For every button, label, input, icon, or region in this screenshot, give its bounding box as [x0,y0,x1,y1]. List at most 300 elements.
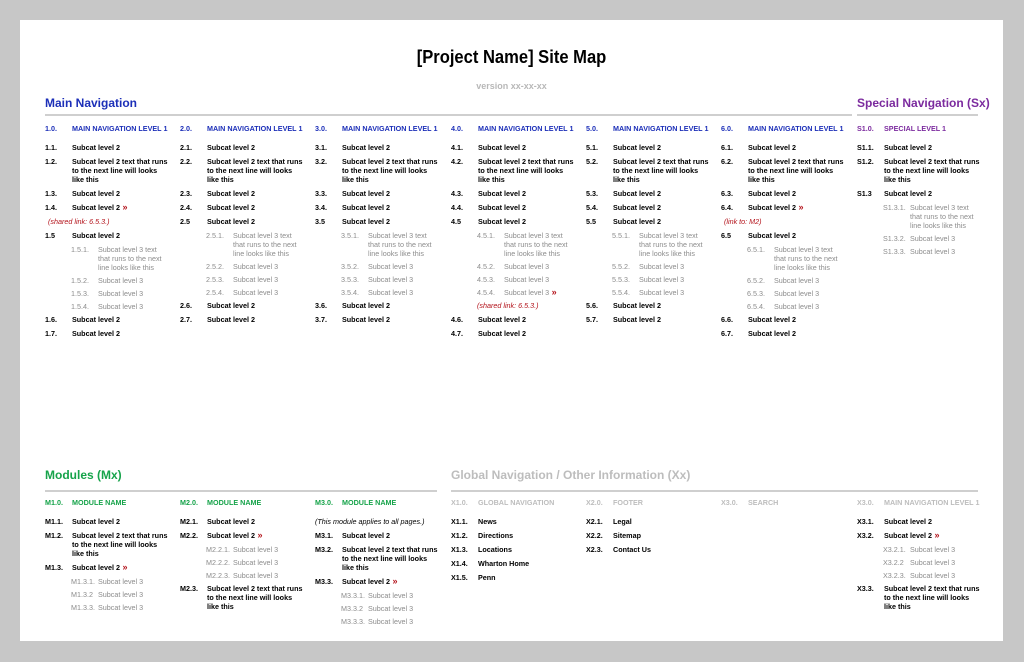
item-number: 2.6. [180,301,192,310]
item-label-text: Subcat level 2 [613,315,661,324]
item-number: X2.3. [586,545,603,554]
item-label [774,245,838,272]
item-label-text: Subcat level 2 [207,315,255,324]
item-number: 4.6. [451,315,463,324]
item-label-text: SEARCH [748,498,779,507]
item-label-line: Subcat level 3 text [639,231,698,240]
global-navigation-rule [451,490,978,492]
item-label [72,563,127,572]
item-label-text: MAIN NAVIGATION LEVEL 1 [478,124,574,133]
item-number: 2.5.4. [206,288,224,297]
item-number: M3.2. [315,545,333,554]
item-number: X1.4. [451,559,468,568]
item-label [748,157,843,184]
item-label-line: Subcat level 2 text that runs [478,157,574,166]
item-label-text: Subcat level 2 [748,231,796,240]
item-label [478,217,526,226]
item-label-text: Subcat level 2 [748,203,796,212]
item-number: 6.4. [721,203,733,212]
item-label-text: Subcat level 2 [478,329,526,338]
item-label-line: to the next line will looks [478,166,564,175]
item-number: 5.5.2. [612,262,630,271]
item-number: 5.3. [586,189,598,198]
item-number: X3.2.2 [883,558,904,567]
item-label [613,545,651,554]
item-label-text: Subcat level 3 [233,571,279,580]
item-number: 1.5.3. [71,289,89,298]
item-label-text: GLOBAL NAVIGATION [478,498,555,507]
item-label [639,262,684,271]
item-label-text: Locations [478,545,512,554]
item-label [910,234,955,243]
item-label-text: Subcat level 3 [504,288,550,297]
item-label [233,231,297,258]
item-number: M3.3.3. [341,617,365,626]
item-label-line: to the next line will looks [884,166,970,175]
item-label [342,498,396,507]
item-label [884,143,932,152]
item-label-line: to the next line will looks [342,554,428,563]
item-number: 4.1. [451,143,463,152]
item-number: M2.2.3. [206,571,230,580]
item-number: 2.5.1. [206,231,224,240]
item-number: M1.3.3. [71,603,95,612]
item-label-line: to the next line will looks [342,166,428,175]
item-label-text: Subcat level 3 [98,276,144,285]
item-label [774,276,819,285]
item-label-line: line looks like this [368,249,424,258]
item-label [910,545,955,554]
item-label-line: to the next line will looks [207,593,293,602]
item-number: 1.4. [45,203,57,212]
item-label-line: line looks like this [774,263,830,272]
item-number: M2.2. [180,531,198,540]
item-label-text: Directions [478,531,514,540]
item-label [774,289,819,298]
item-label [774,302,819,311]
item-label-line: to the next line will looks [884,593,970,602]
item-label-text: Subcat level 3 [910,247,956,256]
item-label [342,157,437,184]
item-number: 5.5 [586,217,596,226]
item-label-text: Subcat level 2 [207,531,255,540]
item-number: 5.0. [586,124,598,133]
item-number: M3.3. [315,577,333,586]
item-number: M3.0. [315,498,333,507]
item-label-text: Subcat level 2 [613,143,661,152]
special-navigation-rule [857,114,978,116]
item-label [504,288,557,297]
item-label [342,315,390,324]
item-label [613,203,661,212]
link-arrow-icon: » [389,576,398,586]
item-label-line: that runs to the next [774,254,838,263]
item-label [478,498,554,507]
item-label [613,498,643,507]
item-label-text: Subcat level 3 [774,276,820,285]
item-label-line: like this [613,175,640,184]
item-label-line: Subcat level 2 text that runs [207,157,303,166]
item-label-text: Subcat level 3 [368,275,414,284]
item-label [207,143,255,152]
item-number: 1.2. [45,157,57,166]
item-label [639,231,703,258]
item-label [478,517,497,526]
item-number: M1.3.2 [71,590,93,599]
item-label-text: Subcat level 2 [72,315,120,324]
item-number: X3.3. [857,584,874,593]
item-number: S1.3.2. [883,234,906,243]
global-navigation-title: Global Navigation / Other Information (Xx) [451,468,691,482]
item-number: M1.3. [45,563,63,572]
item-number: 6.1. [721,143,733,152]
item-label-text: (link to: M2) [724,217,762,226]
item-label-text: Subcat level 2 [207,143,255,152]
item-number: M2.0. [180,498,198,507]
item-label-line: that runs to the next [639,240,703,249]
item-label [98,590,143,599]
item-number: X1.3. [451,545,468,554]
item-label-text: (This module applies to all pages.) [315,517,425,526]
item-label-text: MAIN NAVIGATION LEVEL 1 [613,124,709,133]
item-label-line: like this [884,175,911,184]
item-number: 2.0. [180,124,192,133]
item-number: 4.4. [451,203,463,212]
item-number: 1.7. [45,329,57,338]
item-label [207,217,255,226]
item-label-text: Subcat level 2 [478,315,526,324]
item-label-text: Subcat level 2 [884,189,932,198]
item-number: 1.5.1. [71,245,89,254]
item-label [613,301,661,310]
item-label [478,545,512,554]
version-label: version xx-xx-xx [476,81,547,91]
item-label [748,498,778,507]
item-number: 2.7. [180,315,192,324]
item-label-text: Subcat level 2 [748,329,796,338]
item-label-text: Subcat level 2 [478,203,526,212]
item-label-line: like this [72,549,99,558]
item-label [342,124,437,133]
item-label [342,577,397,586]
item-label-text: SPECIAL LEVEL 1 [884,124,947,133]
item-label-line: like this [72,175,99,184]
item-label-line: that runs to the next [368,240,432,249]
item-number: M3.3.1. [341,591,365,600]
item-label [72,189,120,198]
item-label-text: Subcat level 3 [98,577,144,586]
item-label-line: Subcat level 3 text [233,231,292,240]
item-label-text: Subcat level 2 [342,189,390,198]
item-number: 1.5.2. [71,276,89,285]
item-label-line: to the next line will looks [72,166,158,175]
item-label [613,143,661,152]
item-label [478,189,526,198]
item-label [98,245,162,272]
item-number: X3.0. [857,498,874,507]
item-number: 5.7. [586,315,598,324]
item-label-text: Subcat level 2 [613,217,661,226]
item-label-line: like this [342,175,369,184]
item-label-text: Subcat level 2 [478,143,526,152]
item-number: 4.5.3. [477,275,495,284]
item-number: 2.2. [180,157,192,166]
item-label [613,517,632,526]
item-label-text: Subcat level 2 [613,203,661,212]
link-arrow-icon: » [931,530,940,540]
item-label [72,124,167,133]
item-number: S1.3.3. [883,247,906,256]
item-label [207,157,302,184]
item-label [884,517,932,526]
item-label-text: MAIN NAVIGATION LEVEL 1 [342,124,438,133]
item-label-text: MAIN NAVIGATION LEVEL 1 [748,124,844,133]
item-label-text: Subcat level 3 [368,604,414,613]
item-label [207,498,261,507]
item-label-line: like this [884,602,911,611]
item-label [478,203,526,212]
item-label-text: Subcat level 3 [368,617,414,626]
item-label [342,143,390,152]
item-label-line: Subcat level 3 text [774,245,833,254]
item-label [613,217,661,226]
item-label [368,591,413,600]
item-label-text: Subcat level 3 [504,262,550,271]
link-arrow-icon: » [795,202,804,212]
item-label [48,217,110,226]
item-label-text: Subcat level 2 [342,315,390,324]
item-number: 6.0. [721,124,733,133]
item-label [613,531,641,540]
item-number: 3.6. [315,301,327,310]
modules-rule [45,490,437,492]
item-number: 6.6. [721,315,733,324]
item-number: 6.7. [721,329,733,338]
item-number: S1.2. [857,157,874,166]
item-label-text: Subcat level 2 [207,217,255,226]
item-number: 3.5.2. [341,262,359,271]
item-number: 5.1. [586,143,598,152]
item-label [72,531,167,558]
item-label [72,498,126,507]
item-label-line: like this [342,563,369,572]
item-label [368,262,413,271]
item-number: 3.2. [315,157,327,166]
item-label [910,571,955,580]
item-label-text: Subcat level 3 [910,571,956,580]
item-number: 5.5.1. [612,231,630,240]
item-number: X3.2.1. [883,545,906,554]
item-label-text: Subcat level 2 [613,301,661,310]
item-label-line: Subcat level 2 text that runs [613,157,709,166]
item-label [368,231,432,258]
item-label-text: Subcat level 2 [207,203,255,212]
item-label [207,124,302,133]
item-label [748,231,796,240]
item-label-text: Subcat level 2 [478,189,526,198]
item-label-text: Subcat level 3 [910,545,956,554]
item-label [478,315,526,324]
item-label-text: Contact Us [613,545,651,554]
item-number: M3.1. [315,531,333,540]
item-label [748,143,796,152]
item-label-text: Subcat level 3 [233,288,279,297]
item-label-text: Subcat level 3 [98,289,144,298]
item-label [478,329,526,338]
item-label-text: Subcat level 2 [72,563,120,572]
item-number: 6.5 [721,231,731,240]
item-number: 3.1. [315,143,327,152]
item-label-text: Sitemap [613,531,641,540]
item-label-text: Subcat level 2 [342,203,390,212]
item-label-text: MAIN NAVIGATION LEVEL 1 [884,498,980,507]
item-label [342,301,390,310]
item-label [72,157,167,184]
item-label-text: Subcat level 2 [748,143,796,152]
item-number: 1.1. [45,143,57,152]
item-label-line: line looks like this [639,249,695,258]
item-number: X1.5. [451,573,468,582]
item-label-text: Subcat level 2 [884,143,932,152]
item-number: 6.2. [721,157,733,166]
item-label-line: Subcat level 2 text that runs [884,584,980,593]
item-label [72,329,120,338]
item-label [342,531,390,540]
item-label [613,189,661,198]
item-number: 4.5.4. [477,288,495,297]
item-number: 5.5.4. [612,288,630,297]
item-number: 2.1. [180,143,192,152]
item-label [368,288,413,297]
link-arrow-icon: » [119,562,128,572]
link-arrow-icon: » [119,202,128,212]
item-label-text: Subcat level 3 [639,262,685,271]
item-label [207,584,302,611]
item-label-text: Wharton Home [478,559,530,568]
item-number: M2.1. [180,517,198,526]
item-label [98,302,143,311]
item-label-text: Subcat level 2 [72,143,120,152]
item-number: 6.5.2. [747,276,765,285]
item-label [477,301,539,310]
item-number: M3.3.2 [341,604,363,613]
item-label [315,517,424,526]
item-label-text: Subcat level 2 [884,517,932,526]
item-label [233,558,278,567]
item-label [478,531,513,540]
item-label [98,276,143,285]
item-number: 1.6. [45,315,57,324]
item-label [207,315,255,324]
item-label [98,289,143,298]
link-arrow-icon: » [254,530,263,540]
item-number: 6.5.3. [747,289,765,298]
item-label-line: Subcat level 3 text [504,231,563,240]
item-number: 3.5.1. [341,231,359,240]
item-number: M1.3.1. [71,577,95,586]
page-title: [Project Name] Site Map [416,47,607,67]
item-label-text: FOOTER [613,498,643,507]
item-label-text: Subcat level 2 [207,517,255,526]
item-number: 6.5.1. [747,245,765,254]
item-label [368,275,413,284]
item-label-line: Subcat level 3 text [98,245,157,254]
item-number: X3.0. [721,498,738,507]
item-label [613,157,708,184]
item-label [207,531,262,540]
item-label-text: Subcat level 2 [72,189,120,198]
item-label-line: that runs to the next [910,212,974,221]
item-label-text: Subcat level 2 [207,301,255,310]
item-number: 2.5 [180,217,190,226]
item-label-text: Subcat level 2 [72,517,120,526]
item-label-text: Subcat level 3 [233,275,279,284]
item-number: 4.5 [451,217,461,226]
item-label-text: Subcat level 2 [72,203,120,212]
item-label [884,124,946,133]
item-label [98,603,143,612]
main-navigation-title: Main Navigation [45,96,138,110]
item-number: X3.2. [857,531,874,540]
item-number: X1.0. [451,498,468,507]
item-number: X3.1. [857,517,874,526]
item-label-text: Subcat level 3 [233,545,279,554]
item-number: 3.7. [315,315,327,324]
item-label [910,203,974,230]
item-label-text: Subcat level 3 [774,289,820,298]
sitemap-page [20,20,1003,641]
modules-title: Modules (Mx) [45,468,122,482]
item-label-line: Subcat level 2 text that runs [72,157,168,166]
item-label-text: (shared link: 6.5.3.) [477,301,539,310]
item-label-line: line looks like this [233,249,289,258]
item-number: S1.0. [857,124,874,133]
item-label-line: that runs to the next [504,240,568,249]
item-label-text: Subcat level 3 [233,262,279,271]
item-label-text: MAIN NAVIGATION LEVEL 1 [72,124,168,133]
item-number: M1.0. [45,498,63,507]
item-label-text: MODULE NAME [72,498,127,507]
item-number: 2.4. [180,203,192,212]
item-label-line: like this [207,602,234,611]
item-label-text: (shared link: 6.5.3.) [48,217,110,226]
item-label-line: to the next line will looks [72,540,158,549]
item-label [368,604,413,613]
item-label [724,217,762,226]
item-label [233,571,278,580]
link-arrow-icon: » [549,287,557,297]
item-label-text: MAIN NAVIGATION LEVEL 1 [207,124,303,133]
item-label [613,315,661,324]
item-label-text: Subcat level 2 [884,531,932,540]
item-number: 4.7. [451,329,463,338]
item-number: M2.2.1. [206,545,230,554]
item-number: 5.5.3. [612,275,630,284]
item-label-text: Subcat level 3 [639,288,685,297]
item-label [884,157,979,184]
item-number: X1.2. [451,531,468,540]
item-label-text: Subcat level 3 [98,603,144,612]
item-label [639,288,684,297]
item-number: X2.2. [586,531,603,540]
item-label-text: Subcat level 3 [910,558,956,567]
item-label-text: Subcat level 2 [342,577,390,586]
item-label [233,262,278,271]
item-label-line: like this [478,175,505,184]
item-number: X3.2.3. [883,571,906,580]
item-number: 3.5.4. [341,288,359,297]
main-navigation-rule [45,114,852,116]
